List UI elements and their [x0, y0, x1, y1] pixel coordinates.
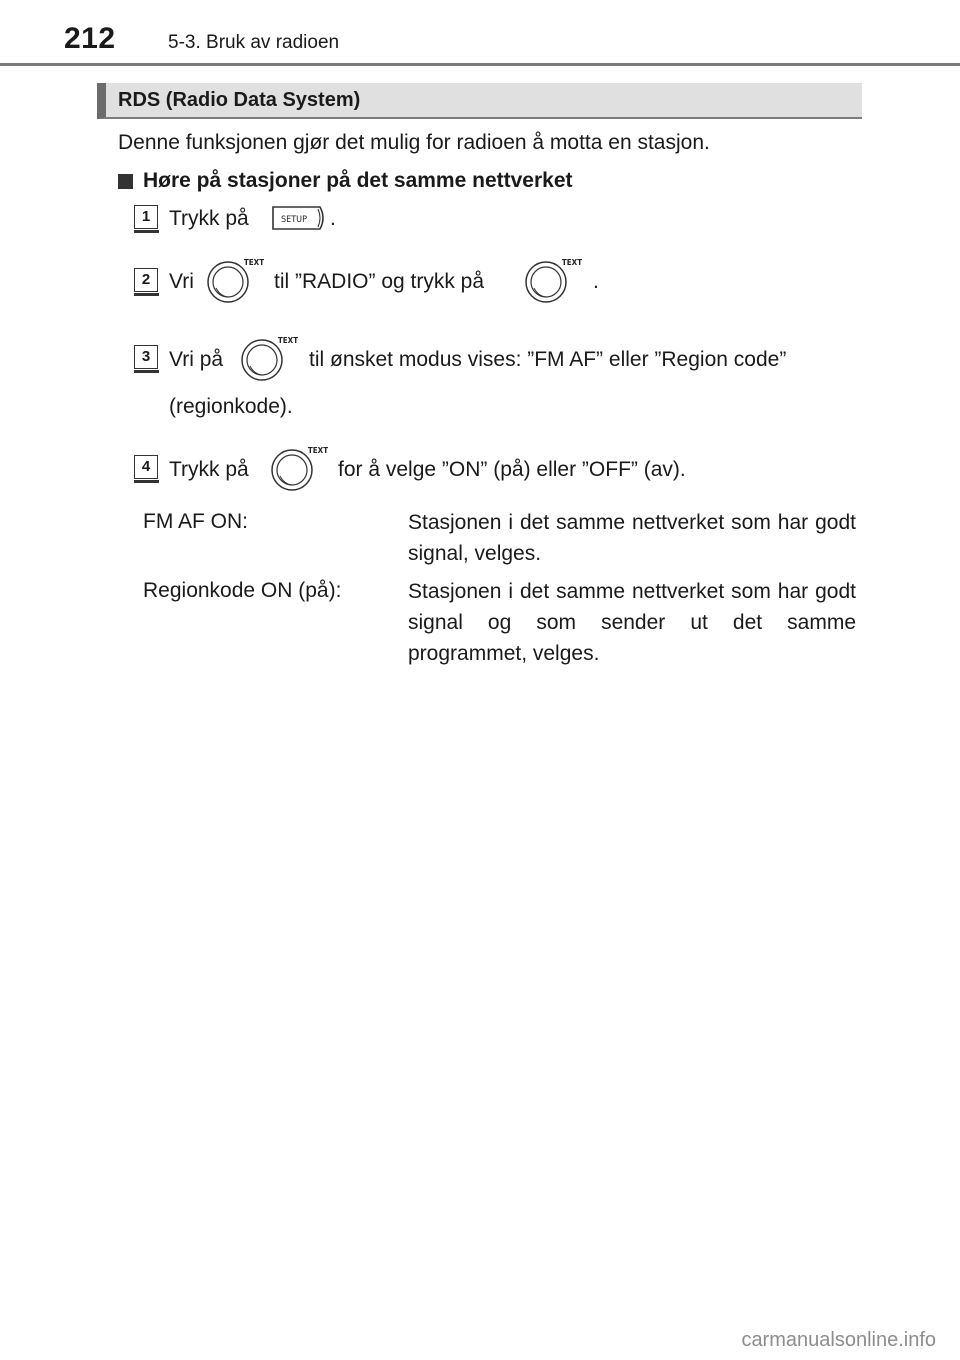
step-1-text-a: Trykk på: [169, 207, 249, 230]
setup-button-icon: [270, 203, 330, 233]
square-bullet-icon: [118, 174, 133, 189]
step-2-text-c: .: [593, 270, 599, 293]
subheading: [118, 169, 573, 193]
step-1-text-b: .: [330, 207, 336, 230]
definition-description: Stasjonen i det samme nettverket som har godt signal og som sender ut det samme programmet, velges.: [408, 580, 856, 665]
knob-label: TEXT: [561, 258, 582, 267]
watermark: carmanualsonline.info: [741, 1329, 936, 1351]
step-number-1: 1: [134, 205, 158, 229]
intro-text: Denne funksjonen gjør det mulig for radioen å motta en stasjon.: [118, 131, 710, 154]
definition-description: Stasjonen i det samme nettverket som har godt signal, velges.: [408, 511, 856, 565]
header-rule: [0, 63, 960, 66]
step-number-4: 4: [134, 455, 158, 479]
page-number: 212: [64, 22, 116, 55]
step-4-text-a: Trykk på: [169, 458, 249, 481]
step-3-text-c: (regionkode).: [169, 395, 293, 418]
step-3-text-a: Vri på: [169, 348, 224, 371]
step-number-3: 3: [134, 345, 158, 369]
chapter-title: 5-3. Bruk av radioen: [168, 32, 340, 53]
knob-label: TEXT: [277, 336, 298, 345]
definition-term: Regionkode ON (på):: [143, 579, 342, 602]
tune-knob-icon: [520, 256, 582, 304]
definition-term: FM AF ON:: [143, 510, 248, 533]
section-title: RDS (Radio Data System): [118, 89, 361, 111]
tune-knob-icon: [236, 334, 298, 382]
step-number-2: 2: [134, 268, 158, 292]
tune-knob-icon: [266, 444, 328, 492]
step-2-text-b: til ”RADIO” og trykk på: [274, 270, 485, 293]
knob-label: TEXT: [307, 446, 328, 455]
subheading-text: Høre på stasjoner på det samme nettverket: [143, 169, 573, 192]
setup-label: SETUP: [280, 215, 308, 225]
step-3-text-b: til ønsket modus vises: ”FM AF” eller ”Region code”: [309, 348, 787, 371]
page-header: [0, 0, 960, 70]
knob-label: TEXT: [243, 258, 264, 267]
section-heading-bar: [97, 83, 862, 119]
step-2-text-a: Vri: [169, 270, 194, 293]
step-4-text-b: for å velge ”ON” (på) eller ”OFF” (av).: [338, 458, 686, 481]
tune-knob-icon: [202, 256, 264, 304]
